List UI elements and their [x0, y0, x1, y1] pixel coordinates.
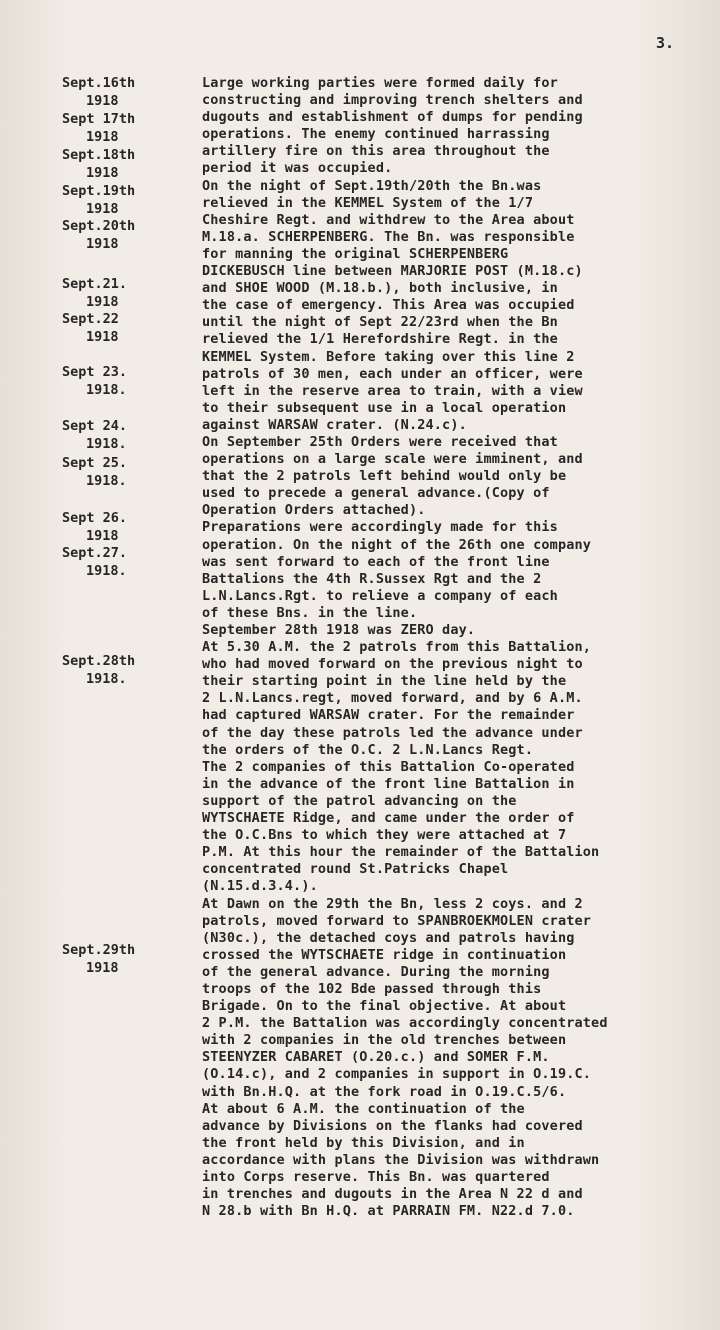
- year-line: 1918: [86, 328, 119, 345]
- text-line: DICKEBUSCH line between MARJORIE POST (M.18.c): [202, 263, 583, 280]
- text-line: (O.14.c), and 2 companies in support in O.19.C.: [202, 1066, 592, 1083]
- year-line: 1918: [86, 164, 119, 181]
- text-line: accordance with plans the Division was withdrawn: [202, 1151, 600, 1168]
- text-line: relieved in the KEMMEL System of the 1/7: [202, 194, 534, 211]
- text-line: and SHOE WOOD (M.18.b.), both inclusive, in: [202, 280, 558, 297]
- date-entry: [40, 311, 190, 346]
- text-line: N 28.b with Bn H.Q. at PARRAIN FM. N22.d 7.0.: [202, 1203, 575, 1220]
- text-line: for manning the original SCHERPENBERG: [202, 245, 509, 262]
- date-line: Sept.19th: [62, 183, 136, 199]
- text-line: Battalions the 4th R.Sussex Rgt and the 2: [202, 570, 542, 587]
- text-line: their starting point in the line held by the: [202, 673, 567, 690]
- text-line: to their subsequent use in a local operation: [202, 399, 567, 416]
- date-entry: [40, 183, 190, 218]
- date-line: Sept 25.: [62, 455, 128, 471]
- text-line: L.N.Lancs.Rgt. to relieve a company of each: [202, 587, 558, 604]
- date-entry: [40, 276, 190, 311]
- text-line: had captured WARSAW crater. For the remainder: [202, 707, 575, 724]
- date-entry: [40, 147, 190, 182]
- date-line: Sept 24.: [62, 418, 128, 434]
- text-line: 2 P.M. the Battalion was accordingly concentrated: [202, 1015, 608, 1032]
- text-line: with Bn.H.Q. at the fork road in O.19.C.5/6.: [202, 1083, 567, 1100]
- text-line: patrols, moved forward to SPANBROEKMOLEN crater: [202, 912, 592, 929]
- year-line: 1918.: [86, 472, 127, 489]
- text-line: M.18.a. SCHERPENBERG. The Bn. was responsible: [202, 228, 575, 245]
- date-line: Sept.20th: [62, 218, 136, 234]
- year-line: 1918.: [86, 562, 127, 579]
- text-line: WYTSCHAETE Ridge, and came under the order of: [202, 810, 575, 827]
- text-line: relieved the 1/1 Herefordshire Regt. in the: [202, 331, 558, 348]
- date-line: Sept.18th: [62, 147, 136, 163]
- text-line: was sent forward to each of the front line: [202, 553, 550, 570]
- text-line: On the night of Sept.19th/20th the Bn.was: [202, 177, 542, 194]
- text-line: KEMMEL System. Before taking over this line 2: [202, 348, 575, 365]
- year-line: 1918: [86, 235, 119, 252]
- text-line: 2 L.N.Lancs.regt, moved forward, and by 6 A.M.: [202, 690, 583, 707]
- page-number: 3.: [656, 34, 675, 52]
- date-line: Sept.16th: [62, 75, 136, 91]
- text-line: until the night of Sept 22/23rd when the Bn: [202, 314, 558, 331]
- text-line: of the day these patrols led the advance under: [202, 724, 583, 741]
- text-line: in trenches and dugouts in the Area N 22 d and: [202, 1186, 583, 1203]
- text-line: the orders of the O.C. 2 L.N.Lancs Regt.: [202, 741, 534, 758]
- year-line: 1918: [86, 959, 119, 976]
- text-line: Cheshire Regt. and withdrew to the Area about: [202, 211, 575, 228]
- date-entry: [40, 111, 190, 146]
- text-line: advance by Divisions on the flanks had covered: [202, 1117, 583, 1134]
- text-line: of the general advance. During the morning: [202, 963, 550, 980]
- date-entry: [40, 418, 190, 453]
- date-entry: [40, 942, 190, 977]
- text-line: The 2 companies of this Battalion Co-operated: [202, 758, 575, 775]
- year-line: 1918.: [86, 670, 127, 687]
- text-line: (N30c.), the detached coys and patrols having: [202, 929, 575, 946]
- text-line: Preparations were accordingly made for this: [202, 519, 558, 536]
- date-entry: [40, 510, 190, 545]
- year-line: 1918.: [86, 435, 127, 452]
- narrative-text: [202, 75, 720, 1220]
- text-line: At 5.30 A.M. the 2 patrols from this Battalion,: [202, 639, 592, 656]
- date-line: Sept.28th: [62, 653, 136, 669]
- text-line: that the 2 patrols left behind would only be: [202, 468, 567, 485]
- year-line: 1918: [86, 293, 119, 310]
- date-entry: [40, 218, 190, 253]
- text-line: who had moved forward on the previous night to: [202, 656, 583, 673]
- year-line: 1918.: [86, 381, 127, 398]
- text-line: used to precede a general advance.(Copy of: [202, 485, 550, 502]
- text-line: left in the reserve area to train, with a view: [202, 382, 583, 399]
- text-line: operations. The enemy continued harrassing: [202, 126, 550, 143]
- text-line: P.M. At this hour the remainder of the Battalion: [202, 844, 600, 861]
- text-line: artillery fire on this area throughout the: [202, 143, 550, 160]
- text-line: operation. On the night of the 26th one company: [202, 536, 592, 553]
- date-entry: [40, 364, 190, 399]
- text-line: dugouts and establishment of dumps for pending: [202, 109, 583, 126]
- date-entry: [40, 455, 190, 490]
- year-line: 1918: [86, 527, 119, 544]
- date-line: Sept 26.: [62, 510, 128, 526]
- text-line: Brigade. On to the final objective. At about: [202, 998, 567, 1015]
- date-line: Sept.21.: [62, 276, 128, 292]
- text-line: with 2 companies in the old trenches between: [202, 1032, 567, 1049]
- date-line: Sept.29th: [62, 942, 136, 958]
- text-line: into Corps reserve. This Bn. was quartered: [202, 1169, 550, 1185]
- date-line: Sept.22: [62, 311, 119, 327]
- text-line: Large working parties were formed daily for: [202, 75, 558, 91]
- text-line: period it was occupied.: [202, 160, 393, 177]
- text-line: of these Bns. in the line.: [202, 604, 418, 621]
- text-line: September 28th 1918 was ZERO day.: [202, 622, 476, 638]
- text-line: the O.C.Bns to which they were attached at 7: [202, 827, 567, 844]
- date-entry: [40, 545, 190, 580]
- text-line: constructing and improving trench shelters and: [202, 92, 583, 109]
- text-line: troops of the 102 Bde passed through this: [202, 980, 542, 997]
- text-line: the front held by this Division, and in: [202, 1134, 525, 1151]
- date-line: Sept 17th: [62, 111, 136, 127]
- text-line: support of the patrol advancing on the: [202, 792, 517, 809]
- date-line: Sept.27.: [62, 545, 128, 561]
- text-line: At Dawn on the 29th the Bn, less 2 coys. and 2: [202, 895, 583, 912]
- text-line: against WARSAW crater. (N.24.c).: [202, 416, 467, 433]
- text-line: crossed the WYTSCHAETE ridge in continuation: [202, 946, 567, 963]
- text-line: the case of emergency. This Area was occupied: [202, 297, 575, 314]
- text-line: patrols of 30 men, each under an officer, were: [202, 365, 583, 382]
- text-line: (N.15.d.3.4.).: [202, 878, 318, 895]
- year-line: 1918: [86, 128, 119, 145]
- date-line: Sept 23.: [62, 364, 128, 380]
- text-line: On September 25th Orders were received that: [202, 433, 558, 450]
- text-line: Operation Orders attached).: [202, 502, 426, 519]
- date-entry: [40, 75, 190, 110]
- text-line: At about 6 A.M. the continuation of the: [202, 1100, 525, 1117]
- date-entry: [40, 653, 190, 688]
- text-line: concentrated round St.Patricks Chapel: [202, 861, 509, 878]
- text-line: in the advance of the front line Battalion in: [202, 775, 575, 792]
- text-line: operations on a large scale were imminent, and: [202, 451, 583, 468]
- text-line: STEENYZER CABARET (O.20.c.) and SOMER F.M.: [202, 1049, 550, 1066]
- year-line: 1918: [86, 200, 119, 217]
- year-line: 1918: [86, 92, 119, 109]
